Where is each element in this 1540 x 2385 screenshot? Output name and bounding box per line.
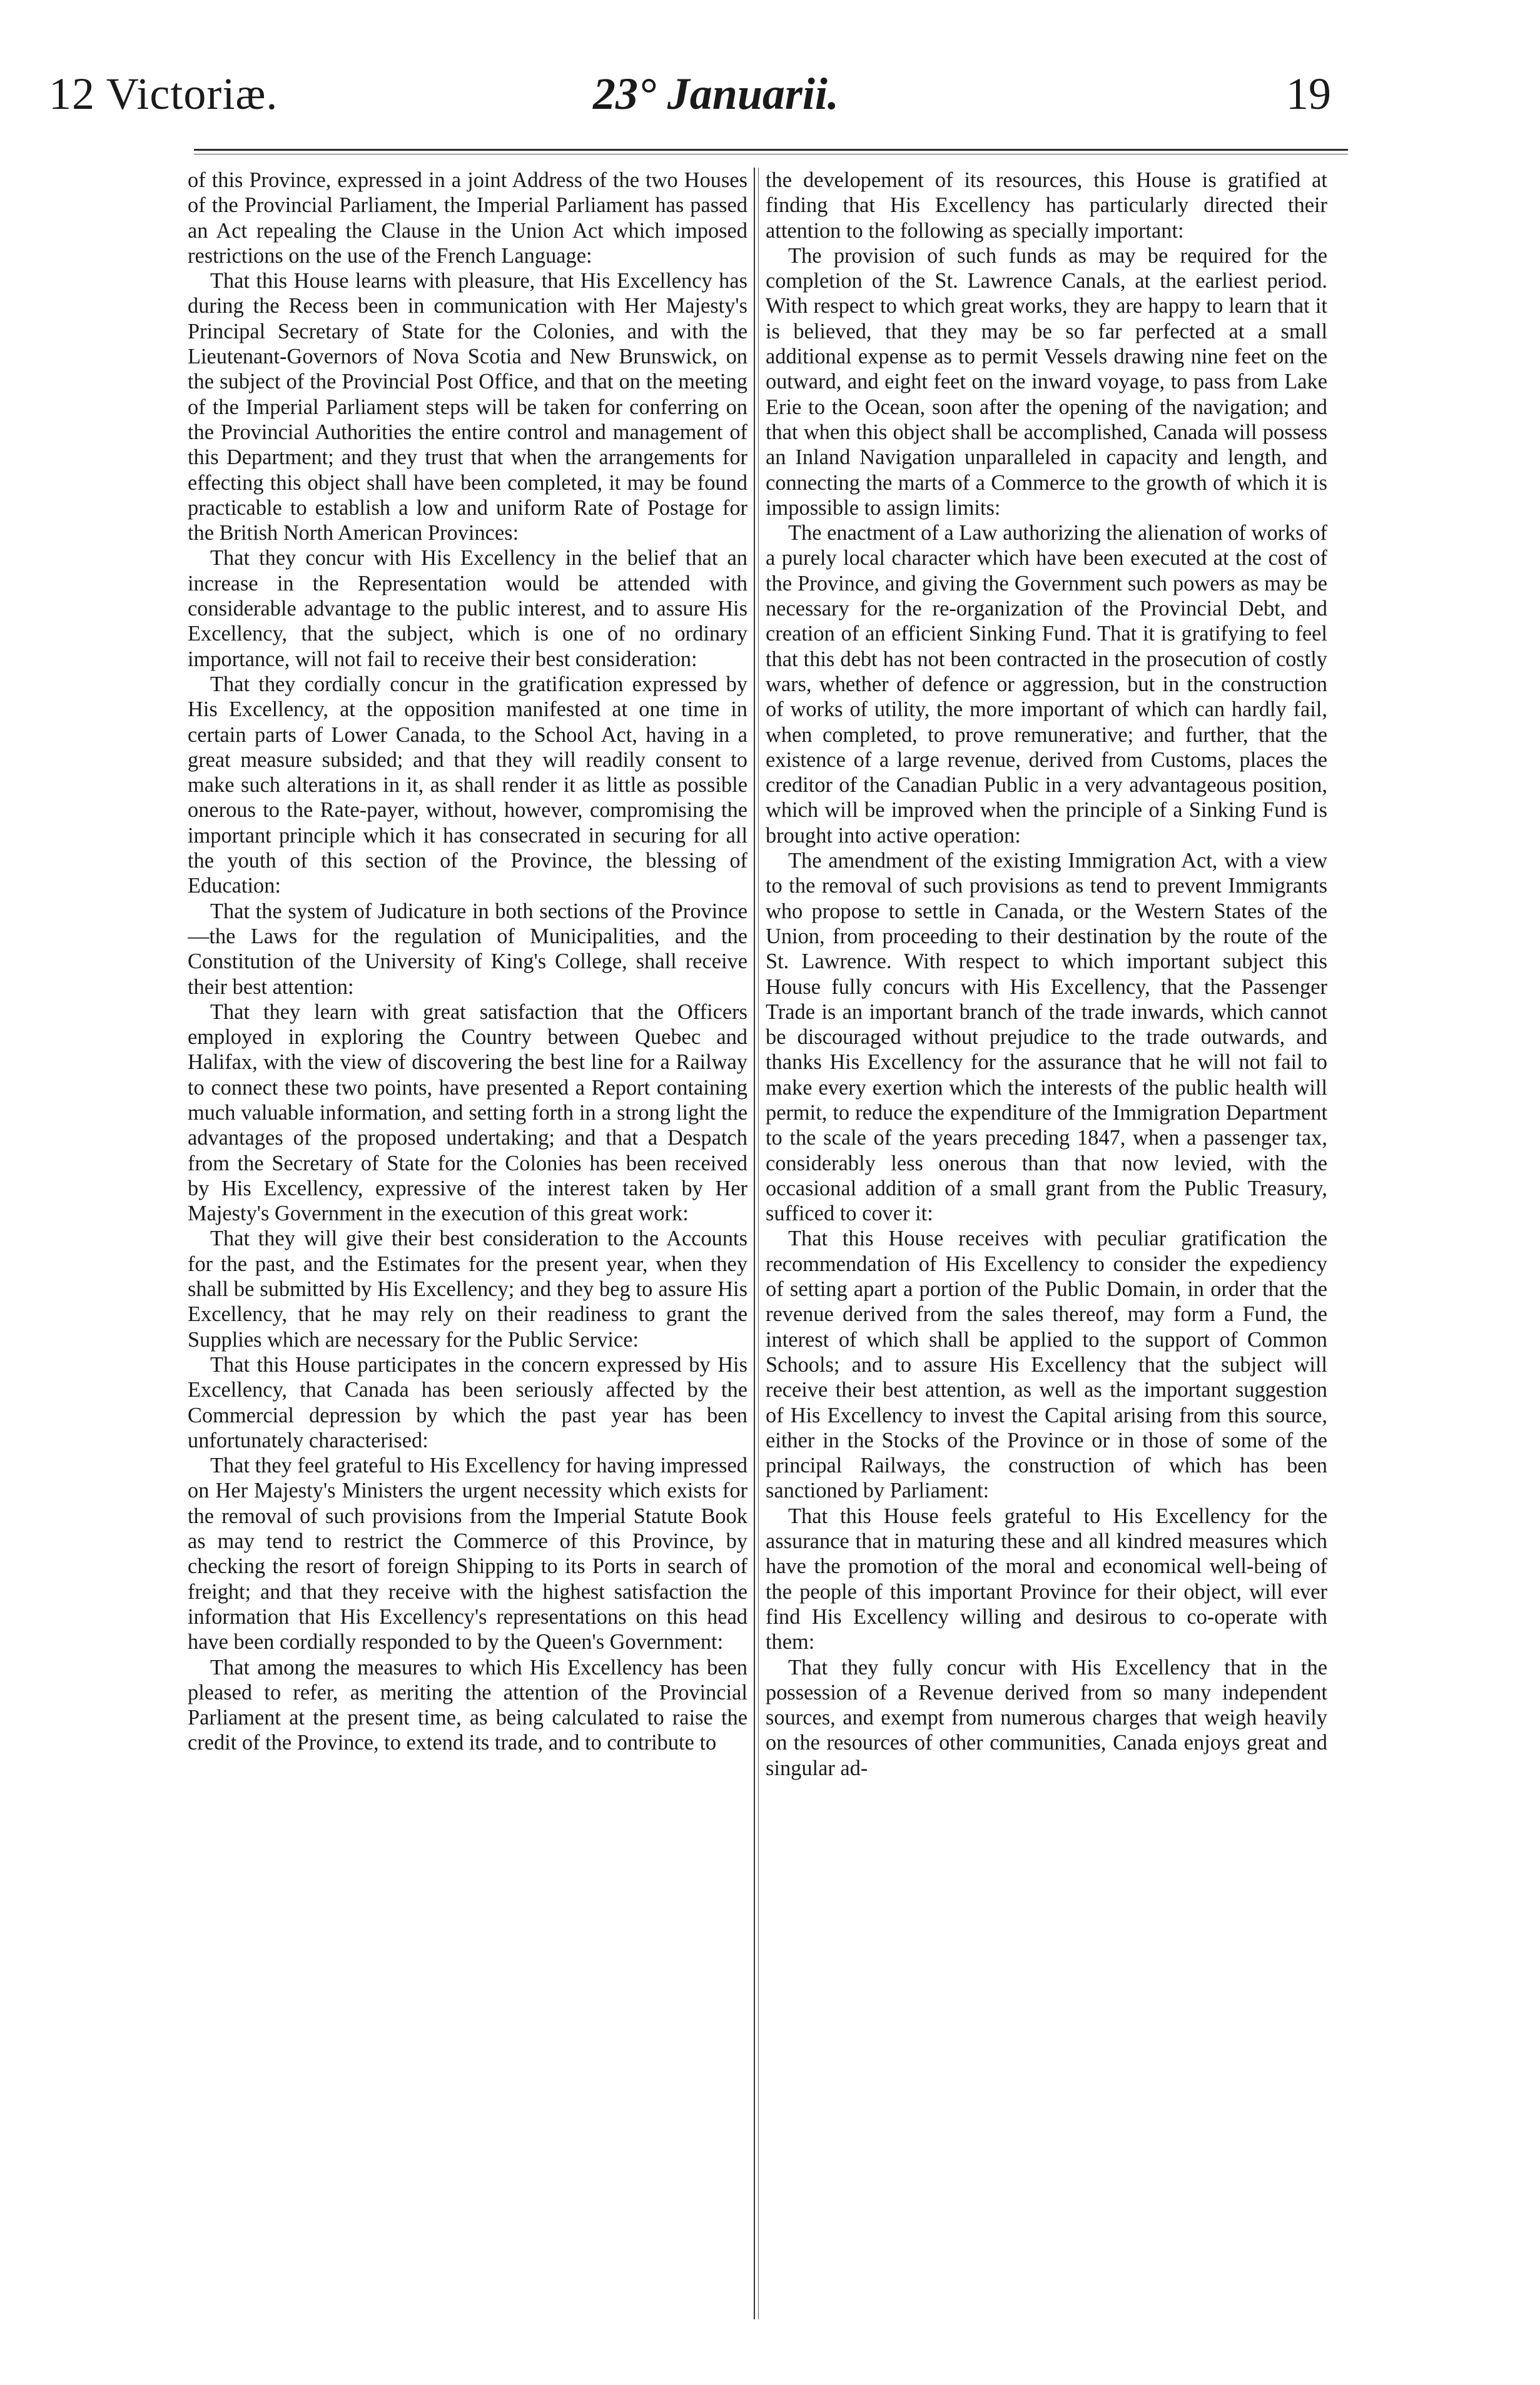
paragraph: That they cordially concur in the gratification expressed by His Excellency, at the opposition manifested at one time in certain parts of Lower Canada, to the School Act, having in a great measure subsided; and that they will readily consent to make such alterations in it, as shall render it as little as possible onerous to the Rate-payer, without, however, compromising the important principle which it has consecrated in securing for all the youth of this section of the Province, the blessing of Education: — [188, 672, 747, 898]
paragraph: That this House participates in the concern expressed by His Excellency, that Canada has been seriously affected by the Commercial depression by which the past year has been unfortunately characterised: — [188, 1352, 747, 1452]
paragraph: of this Province, expressed in a joint Address of the two Houses of the Provincial Parliament, the Imperial Parliament has passed an Act repealing the Clause in the Union Act which imposed restrictions on the use of the French Language: — [188, 168, 747, 268]
paragraph: That they concur with His Excellency in the belief that an increase in the Representation would be attended with considerable advantage to the public interest, and to assure His Excellency, that the subject, which is one of no ordinary importance, will not fail to receive their best consideration: — [188, 546, 747, 671]
paragraph: The provision of such funds as may be required for the completion of the St. Lawrence Canals, at the earliest period. With respect to which great works, they are happy to learn that it is believed, that they may be so far perfected at a small additional expense as to permit Vessels drawing nine feet on the outward, and eight feet on the inward voyage, to pass from Lake Erie to the Ocean, soon after the opening of the navigation; and that when this object shall be accomplished, Canada will possess an Inland Navigation unparalleled in capacity and length, and connecting the marts of a Commerce to the growth of which it is impossible to assign limits: — [766, 243, 1327, 520]
column-divider — [754, 168, 755, 2319]
running-head-regnal-year: 12 Victoriæ. — [49, 69, 278, 119]
paragraph: That this House learns with pleasure, that His Excellency has during the Recess been in communication with Her Majesty's Principal Secretary of State for the Colonies, and with the Lieutenant-Governors of Nova Scotia and New Brunswick, on the subject of the Provincial Post Office, and that on the meeting of the Imperial Parliament steps will be taken for conferring on the Provincial Authorities the entire control and management of this Department; and they trust that when the arrangements for effecting this object shall have been completed, it may be found practicable to establish a low and uniform Rate of Postage for the British North American Provinces: — [188, 269, 747, 545]
paragraph: That this House feels grateful to His Excellency for the assurance that in maturing these and all kindred measures which have the promotion of the moral and economical well-being of the people of this important Province for their object, will ever find His Excellency willing and desirous to co-operate with them: — [766, 1504, 1327, 1654]
column-divider-thin — [758, 168, 759, 2319]
left-column — [188, 168, 747, 2326]
paragraph: The enactment of a Law authorizing the alienation of works of a purely local character which have been executed at the cost of the Province, and giving the Government such powers as may be necessary for the re-organization of the Provincial Debt, and creation of an efficient Sinking Fund. That it is gratifying to feel that this debt has not been contracted in the prosecution of costly wars, whether of defence or aggression, but in the construction of works of utility, the more important of which can hardly fail, when completed, to prove remunerative; and further, that the existence of a large revenue, derived from Customs, places the creditor of the Canadian Public in a very advantageous position, which will be improved when the principle of a Sinking Fund is brought into active operation: — [766, 521, 1327, 848]
paragraph: That the system of Judicature in both sections of the Province—the Laws for the regulation of Municipalities, and the Constitution of the University of King's College, shall receive their best attention: — [188, 899, 747, 999]
page-number: 19 — [1286, 69, 1331, 119]
paragraph: The amendment of the existing Immigration Act, with a view to the removal of such provisions as tend to prevent Immigrants who propose to settle in Canada, or the Western States of the Union, from proceeding to their destination by the route of the St. Lawrence. With respect to which important subject this House fully concurs with His Excellency, that the Passenger Trade is an important branch of the trade inwards, which cannot be discouraged without prejudice to the trade outwards, and thanks His Excellency for the assurance that he will not fail to make every exertion which the interests of the public health will permit, to reduce the expenditure of the Immigration Department to the scale of the years preceding 1847, when a passenger tax, considerably less onerous than that now levied, with the occasional addition of a small grant from the Public Treasury, sufficed to cover it: — [766, 849, 1327, 1226]
paragraph: That they will give their best consideration to the Accounts for the past, and the Estimates for the present year, when they shall be submitted by His Excellency; and they beg to assure His Excellency, that he may rely on their readiness to grant the Supplies which are necessary for the Public Service: — [188, 1227, 747, 1352]
paragraph: That they learn with great satisfaction that the Officers employed in exploring the Country between Quebec and Halifax, with the view of discovering the best line for a Railway to connect these two points, have presented a Report containing much valuable information, and setting forth in a strong light the advantages of the proposed undertaking; and that a Despatch from the Secretary of State for the Colonies has been received by His Excellency, expressive of the interest taken by Her Majesty's Government in the execution of this great work: — [188, 1000, 747, 1226]
paragraph: That they feel grateful to His Excellency for having impressed on Her Majesty's Ministers the urgent necessity which exists for the removal of such provisions from the Imperial Statute Book as may tend to restrict the Commerce of this Province, by checking the resort of foreign Shipping to its Ports in search of freight; and that they receive with the highest satisfaction the information that His Excellency's representations on this head have been cordially responded to by the Queen's Government: — [188, 1454, 747, 1654]
paragraph: That among the measures to which His Excellency has been pleased to refer, as meriting the attention of the Provincial Parliament at the present time, as being calculated to raise the credit of the Province, to extend its trade, and to contribute to — [188, 1655, 747, 1755]
running-head-date: 23° Januarii. — [593, 69, 839, 119]
right-column — [766, 168, 1327, 2326]
header-rule — [194, 149, 1348, 151]
paragraph: the developement of its resources, this House is gratified at finding that His Excellency has particularly directed their attention to the following as specially important: — [766, 168, 1327, 243]
paragraph: That they fully concur with His Excellency that in the possession of a Revenue derived from so many independent sources, and exempt from numerous charges that weigh heavily on the resources of other communities, Canada enjoys great and singular ad- — [766, 1655, 1327, 1780]
paragraph: That this House receives with peculiar gratification the recommendation of His Excellency to consider the expediency of setting apart a portion of the Public Domain, in order that the revenue derived from the sales thereof, may form a Fund, the interest of which shall be applied to the support of Common Schools; and to assure His Excellency that the subject will receive their best attention, as well as the important suggestion of His Excellency to invest the Capital arising from this source, either in the Stocks of the Province or in those of some of the principal Railways, the construction of which has been sanctioned by Parliament: — [766, 1227, 1327, 1503]
page-header — [49, 59, 1331, 128]
